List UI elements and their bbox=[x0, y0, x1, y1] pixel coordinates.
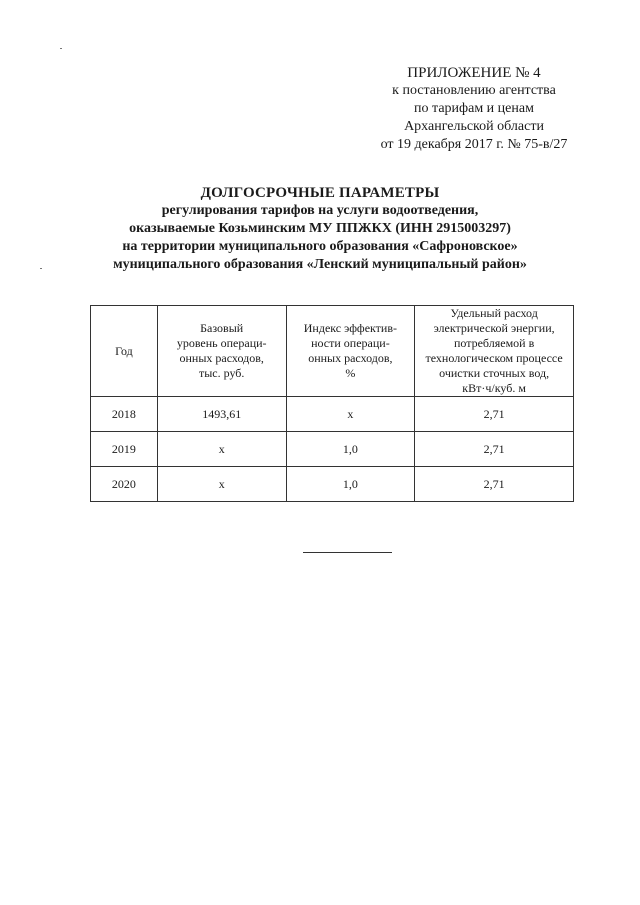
table-header-row bbox=[91, 306, 574, 397]
header-year: Год bbox=[91, 306, 158, 397]
cell-energy-consumption: 2,71 bbox=[415, 397, 574, 432]
appendix-number: ПРИЛОЖЕНИЕ № 4 bbox=[407, 65, 541, 81]
cell-base-costs: x bbox=[157, 432, 286, 467]
main-title: ДОЛГОСРОЧНЫЕ ПАРАМЕТРЫ bbox=[200, 185, 440, 201]
title-line: на территории муниципального образования «Сафроновское» bbox=[122, 239, 518, 254]
cell-year: 2018 bbox=[91, 397, 158, 432]
appendix-date-line: от 19 декабря 2017 г. № 75-в/27 bbox=[380, 137, 568, 152]
closing-divider bbox=[303, 552, 392, 553]
cell-efficiency-index: 1,0 bbox=[286, 467, 415, 502]
title-line: муниципального образования «Ленский муниципальный район» bbox=[113, 257, 527, 272]
cell-base-costs: 1493,61 bbox=[157, 397, 286, 432]
header-efficiency-index: Индекс эффектив- ности операци- онных расходов, % bbox=[286, 306, 415, 397]
header-base-costs: Базовый уровень операци- онных расходов, тыс. руб. bbox=[157, 306, 286, 397]
title-line: оказываемые Козьминским МУ ППЖКХ (ИНН 2915003297) bbox=[129, 221, 511, 236]
cell-year: 2020 bbox=[91, 467, 158, 502]
table-row bbox=[91, 397, 574, 432]
cell-year: 2019 bbox=[91, 432, 158, 467]
title-line: регулирования тарифов на услуги водоотведения, bbox=[161, 203, 479, 218]
scan-speck bbox=[60, 48, 62, 49]
cell-efficiency-index: 1,0 bbox=[286, 432, 415, 467]
cell-energy-consumption: 2,71 bbox=[415, 467, 574, 502]
appendix-line: Архангельской области bbox=[404, 119, 544, 134]
parameters-table bbox=[90, 305, 574, 502]
cell-efficiency-index: x bbox=[286, 397, 415, 432]
table-row bbox=[91, 432, 574, 467]
table-row bbox=[91, 467, 574, 502]
appendix-line: по тарифам и ценам bbox=[414, 101, 534, 116]
document-title bbox=[0, 184, 640, 274]
cell-energy-consumption: 2,71 bbox=[415, 432, 574, 467]
appendix-header bbox=[360, 64, 588, 154]
appendix-line: к постановлению агентства bbox=[392, 83, 556, 98]
header-energy-consumption: Удельный расход электрической энергии, потребляемой в технологическом процессе очистки сточных вод, кВт·ч/куб. м bbox=[415, 306, 574, 397]
cell-base-costs: x bbox=[157, 467, 286, 502]
